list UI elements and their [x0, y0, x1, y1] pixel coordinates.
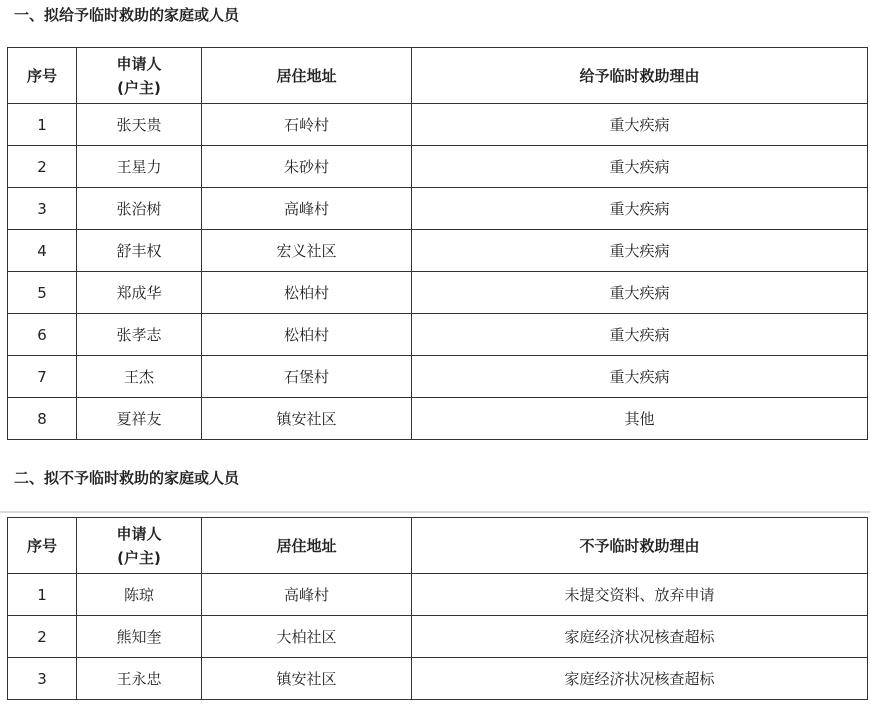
cell-name: 王星力	[77, 146, 202, 188]
cell-address: 石堡村	[202, 356, 412, 398]
cell-no: 5	[8, 272, 77, 314]
header-no: 序号	[8, 518, 77, 574]
cell-reason: 家庭经济状况核查超标	[412, 658, 868, 700]
header-address: 居住地址	[202, 48, 412, 104]
cell-address: 大柏社区	[202, 616, 412, 658]
table-row	[8, 104, 868, 146]
header-reason: 不予临时救助理由	[412, 518, 868, 574]
cell-address: 松柏村	[202, 272, 412, 314]
cell-reason: 未提交资料、放弃申请	[412, 574, 868, 616]
table-row	[8, 230, 868, 272]
cell-reason: 重大疾病	[412, 314, 868, 356]
cell-name: 王杰	[77, 356, 202, 398]
cell-address: 镇安社区	[202, 658, 412, 700]
cell-no: 3	[8, 188, 77, 230]
cell-no: 7	[8, 356, 77, 398]
cell-reason: 其他	[412, 398, 868, 440]
cell-address: 高峰村	[202, 574, 412, 616]
cell-no: 2	[8, 616, 77, 658]
header-applicant-line1: 申请人	[116, 524, 162, 543]
table-row	[8, 272, 868, 314]
cell-name: 张孝志	[77, 314, 202, 356]
table-row	[8, 188, 868, 230]
table-header-row	[8, 518, 868, 574]
cell-no: 2	[8, 146, 77, 188]
cell-address: 宏义社区	[202, 230, 412, 272]
table-row	[8, 146, 868, 188]
header-applicant	[77, 48, 202, 104]
table-row	[8, 616, 868, 658]
header-address: 居住地址	[202, 518, 412, 574]
cell-reason: 重大疾病	[412, 230, 868, 272]
cell-reason: 重大疾病	[412, 272, 868, 314]
header-applicant-line2: (户主)	[117, 78, 161, 97]
table-row	[8, 398, 868, 440]
cell-name: 郑成华	[77, 272, 202, 314]
table-row	[8, 658, 868, 700]
cell-name: 陈琼	[77, 574, 202, 616]
cell-no: 4	[8, 230, 77, 272]
cell-address: 高峰村	[202, 188, 412, 230]
cell-no: 6	[8, 314, 77, 356]
cell-address: 松柏村	[202, 314, 412, 356]
cell-name: 舒丰权	[77, 230, 202, 272]
grant-table	[7, 47, 868, 440]
table-row	[8, 356, 868, 398]
divider	[0, 511, 870, 513]
header-applicant-line1: 申请人	[116, 54, 162, 73]
deny-table	[7, 517, 868, 700]
cell-name: 王永忠	[77, 658, 202, 700]
section-title-deny: 二、拟不予临时救助的家庭或人员	[14, 469, 240, 487]
header-applicant-line2: (户主)	[117, 548, 161, 567]
cell-reason: 家庭经济状况核查超标	[412, 616, 868, 658]
cell-name: 张天贵	[77, 104, 202, 146]
cell-name: 夏祥友	[77, 398, 202, 440]
cell-address: 朱砂村	[202, 146, 412, 188]
table-row	[8, 574, 868, 616]
cell-no: 8	[8, 398, 77, 440]
cell-address: 石岭村	[202, 104, 412, 146]
header-reason: 给予临时救助理由	[412, 48, 868, 104]
cell-name: 张治树	[77, 188, 202, 230]
section-title-grant: 一、拟给予临时救助的家庭或人员	[14, 6, 240, 24]
cell-no: 3	[8, 658, 77, 700]
header-no: 序号	[8, 48, 77, 104]
table-row	[8, 314, 868, 356]
table-header-row	[8, 48, 868, 104]
cell-address: 镇安社区	[202, 398, 412, 440]
cell-no: 1	[8, 104, 77, 146]
cell-reason: 重大疾病	[412, 188, 868, 230]
cell-no: 1	[8, 574, 77, 616]
cell-reason: 重大疾病	[412, 104, 868, 146]
cell-reason: 重大疾病	[412, 356, 868, 398]
cell-name: 熊知奎	[77, 616, 202, 658]
cell-reason: 重大疾病	[412, 146, 868, 188]
header-applicant	[77, 518, 202, 574]
